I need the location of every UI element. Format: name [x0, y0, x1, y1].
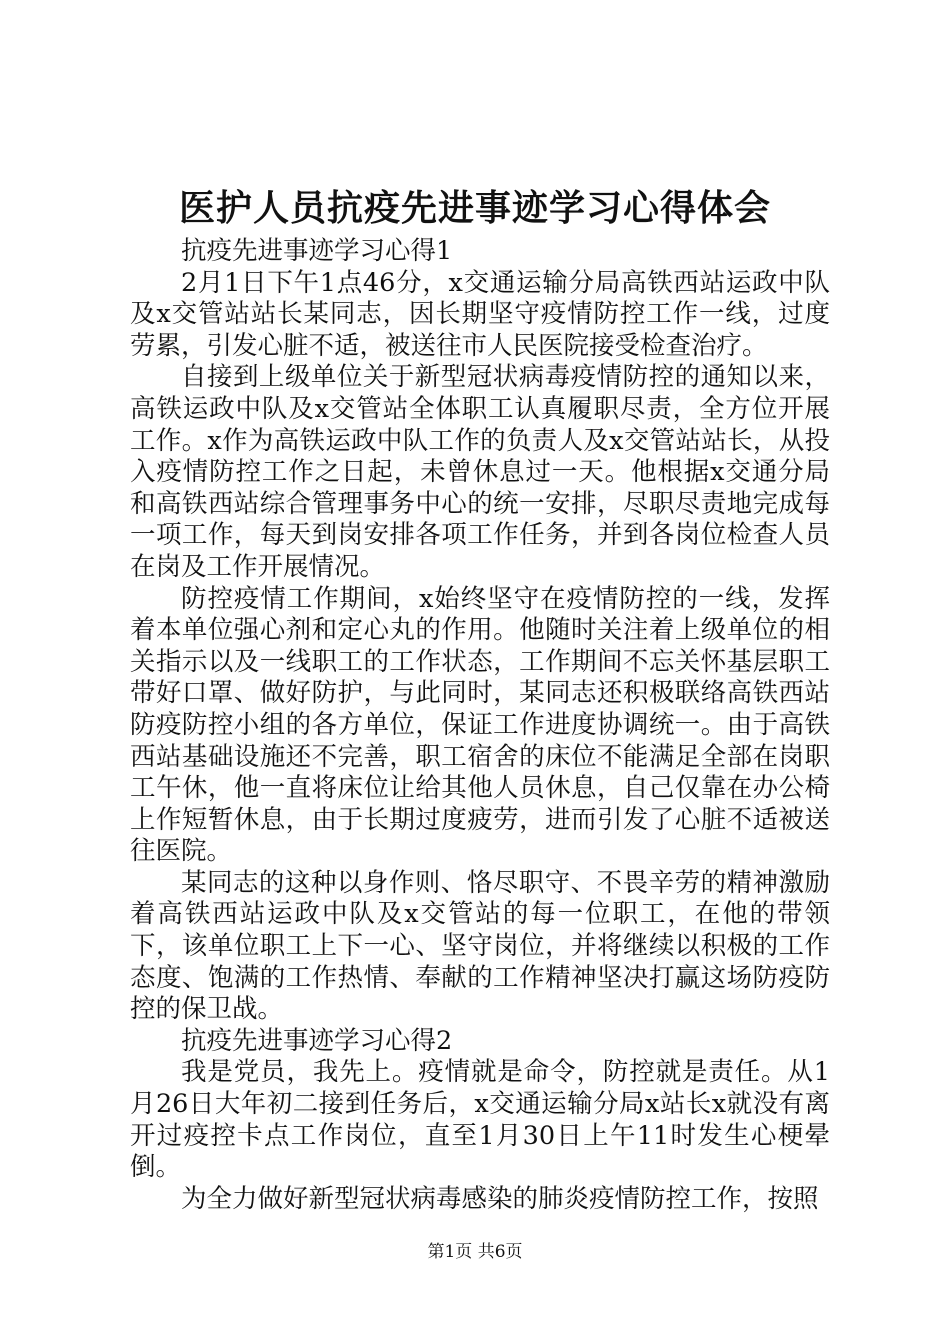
section-2	[130, 1026, 830, 1216]
paragraph: 为全力做好新型冠状病毒感染的肺炎疫情防控工作，按照	[181, 1183, 819, 1214]
document-body	[130, 236, 830, 1215]
paragraph: 防控疫情工作期间，x始终坚守在疫情防控的一线，发挥着本单位强心剂和定心丸的作用。他随时关注着上级单位的相关指示以及一线职工的工作状态，工作期间不忘关怀基层职工带好口罩、做好防护，与此同时，某同志还积极联络高铁西站防疫防控小组的各方单位，保证工作进度协调统一。由于高铁西站基础设施还不完善，职工宿舍的床位不能满足全部在岗职工午休，他一直将床位让给其他人员休息，自己仅靠在办公椅上作短暂休息，由于长期过度疲劳，进而引发了心脏不适被送往医院。	[130, 583, 830, 867]
section-heading: 抗疫先进事迹学习心得1	[181, 236, 453, 266]
paragraph: 我是党员，我先上。疫情就是命令，防控就是责任。从1月26日大年初二接到任务后，x交通运输分局x站长x就没有离开过疫控卡点工作岗位，直至1月30日上午11时发生心梗晕倒。	[130, 1057, 830, 1183]
paragraph: 某同志的这种以身作则、恪尽职守、不畏辛劳的精神激励着高铁西站运政中队及x交管站的每一位职工，在他的带领下，该单位职工上下一心、坚守岗位，并将继续以积极的工作态度、饱满的工作热情、奉献的工作精神坚决打赢这场防疫防控的保卫战。	[130, 867, 830, 1025]
section-1	[130, 236, 830, 1026]
paragraph: 自接到上级单位关于新型冠状病毒疫情防控的通知以来，高铁运政中队及x交管站全体职工认真履职尽责，全方位开展工作。x作为高铁运政中队工作的负责人及x交管站站长，从投入疫情防控工作之日起，未曾休息过一天。他根据x交通分局和高铁西站综合管理事务中心的统一安排，尽职尽责地完成每一项工作，每天到岗安排各项工作任务，并到各岗位检查人员在岗及工作开展情况。	[130, 362, 830, 582]
paragraph: 2月1日下午1点46分，x交通运输分局高铁西站运政中队及x交管站站长某同志，因长期坚守疫情防控工作一线，过度劳累，引发心脏不适，被送往市人民医院接受检查治疗。	[130, 267, 830, 361]
page-number-footer: 第1页 共6页	[427, 1242, 523, 1262]
document-title: 医护人员抗疫先进事迹学习心得体会	[178, 187, 771, 229]
section-heading: 抗疫先进事迹学习心得2	[181, 1025, 453, 1056]
